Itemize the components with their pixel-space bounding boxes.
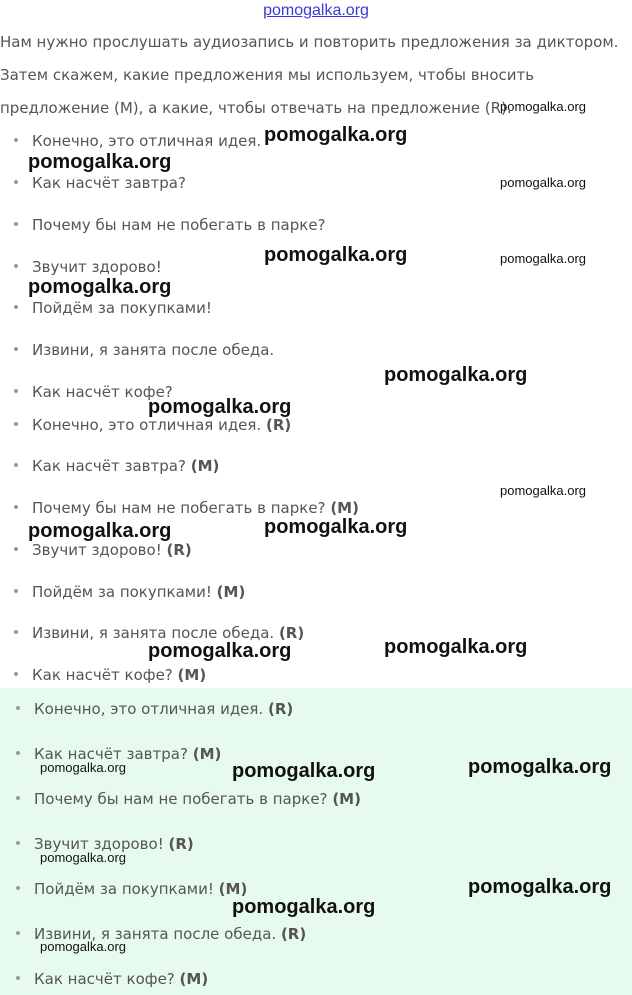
watermark: pomogalka.org [468, 876, 612, 898]
watermark: pomogalka.org [28, 520, 172, 542]
sentence-type-mark: (M) [330, 499, 359, 517]
sentence-type-mark: (R) [268, 700, 294, 718]
list-item-text: Извини, я занята после обеда. [32, 341, 275, 359]
list-item-text: Как насчёт кофе? [34, 970, 175, 988]
watermark: pomogalka.org [40, 939, 126, 954]
list-item-text: Пойдём за покупками! [34, 880, 214, 898]
sentence-type-mark: (M) [332, 790, 361, 808]
watermark: pomogalka.org [232, 896, 376, 918]
answer-item [16, 790, 361, 808]
watermark: pomogalka.org [264, 124, 408, 146]
answer-item [16, 880, 247, 898]
list-item-text: Почему бы нам не побегать в парке? [34, 790, 328, 808]
watermark: pomogalka.org [148, 640, 292, 662]
site-link[interactable]: pomogalka.org [263, 2, 369, 19]
list-item-text: Извини, я занята после обеда. [32, 624, 275, 642]
list-item-text: Почему бы нам не побегать в парке? [32, 216, 326, 234]
list-item-text: Почему бы нам не побегать в парке? [32, 499, 326, 517]
list-item-text: Звучит здорово! [34, 835, 164, 853]
bullet-icon [14, 347, 18, 351]
bullet-icon [14, 505, 18, 509]
list-item-text: Конечно, это отличная идея. [32, 416, 262, 434]
bullet-icon [16, 931, 20, 935]
intro-line-2: Затем скажем, какие предложения мы используем, чтобы вносить [0, 66, 535, 84]
intro-line-3: предложение (M), а какие, чтобы отвечать на предложение (R). [0, 99, 512, 117]
bullet-icon [14, 463, 18, 467]
sentence-type-mark: (R) [168, 835, 194, 853]
answer-item [16, 970, 208, 988]
list-item [14, 541, 192, 559]
watermark: pomogalka.org [264, 516, 408, 538]
list-item-text: Звучит здорово! [32, 541, 162, 559]
list-item [14, 341, 274, 359]
list-item-text: Пойдём за покупками! [32, 583, 212, 601]
bullet-icon [14, 672, 18, 676]
list-item-text: Пойдём за покупками! [32, 299, 212, 317]
sentence-type-mark: (R) [278, 624, 305, 642]
bullet-icon [14, 264, 18, 268]
watermark: pomogalka.org [500, 175, 586, 190]
sentence-type-mark: (M) [190, 457, 220, 475]
bullet-icon [14, 222, 18, 226]
bullet-icon [16, 706, 20, 710]
watermark: pomogalka.org [232, 760, 376, 782]
list-item-text: Как насчёт кофе? [32, 666, 173, 684]
watermark: pomogalka.org [384, 636, 528, 658]
intro-line-1: Нам нужно прослушать аудиозапись и повторить предложения за диктором. [0, 33, 619, 51]
bullet-icon [16, 886, 20, 890]
watermark: pomogalka.org [28, 151, 172, 173]
list-item-text: Конечно, это отличная идея. [34, 700, 264, 718]
list-item-text: Конечно, это отличная идея. [32, 132, 262, 150]
watermark: pomogalka.org [40, 850, 126, 865]
list-item [14, 132, 261, 150]
bullet-icon [14, 180, 18, 184]
watermark: pomogalka.org [148, 396, 292, 418]
list-item-text: Как насчёт завтра? [32, 457, 186, 475]
watermark: pomogalka.org [384, 364, 528, 386]
bullet-icon [16, 841, 20, 845]
list-item-text: Извини, я занята после обеда. [34, 925, 277, 943]
sentence-type-mark: (M) [192, 745, 222, 763]
list-item [14, 174, 186, 192]
watermark: pomogalka.org [500, 99, 586, 114]
list-item-text: Как насчёт завтра? [32, 174, 186, 192]
sentence-type-mark: (R) [280, 925, 307, 943]
sentence-type-mark: (M) [177, 666, 207, 684]
watermark: pomogalka.org [28, 276, 172, 298]
answer-item [16, 700, 293, 718]
watermark: pomogalka.org [40, 760, 126, 775]
watermark: pomogalka.org [264, 244, 408, 266]
watermark: pomogalka.org [500, 251, 586, 266]
bullet-icon [16, 751, 20, 755]
list-item [14, 258, 162, 276]
sentence-type-mark: (R) [166, 541, 192, 559]
watermark: pomogalka.org [500, 483, 586, 498]
list-item-text: Звучит здорово! [32, 258, 162, 276]
bullet-icon [14, 422, 18, 426]
bullet-icon [14, 389, 18, 393]
bullet-icon [14, 305, 18, 309]
bullet-icon [14, 589, 18, 593]
sentence-type-mark: (M) [179, 970, 209, 988]
list-item [14, 583, 245, 601]
list-item-text: Как насчёт кофе? [32, 383, 173, 401]
list-item [14, 499, 359, 517]
bullet-icon [16, 796, 20, 800]
list-item-text: Как насчёт завтра? [34, 745, 188, 763]
list-item [14, 299, 212, 317]
sentence-type-mark: (M) [216, 583, 246, 601]
list-item [14, 457, 219, 475]
bullet-icon [14, 138, 18, 142]
bullet-icon [14, 630, 18, 634]
list-item [14, 216, 326, 234]
sentence-type-mark: (R) [266, 416, 292, 434]
bullet-icon [16, 976, 20, 980]
sentence-type-mark: (M) [218, 880, 248, 898]
watermark: pomogalka.org [468, 756, 612, 778]
list-item [14, 666, 206, 684]
bullet-icon [14, 547, 18, 551]
